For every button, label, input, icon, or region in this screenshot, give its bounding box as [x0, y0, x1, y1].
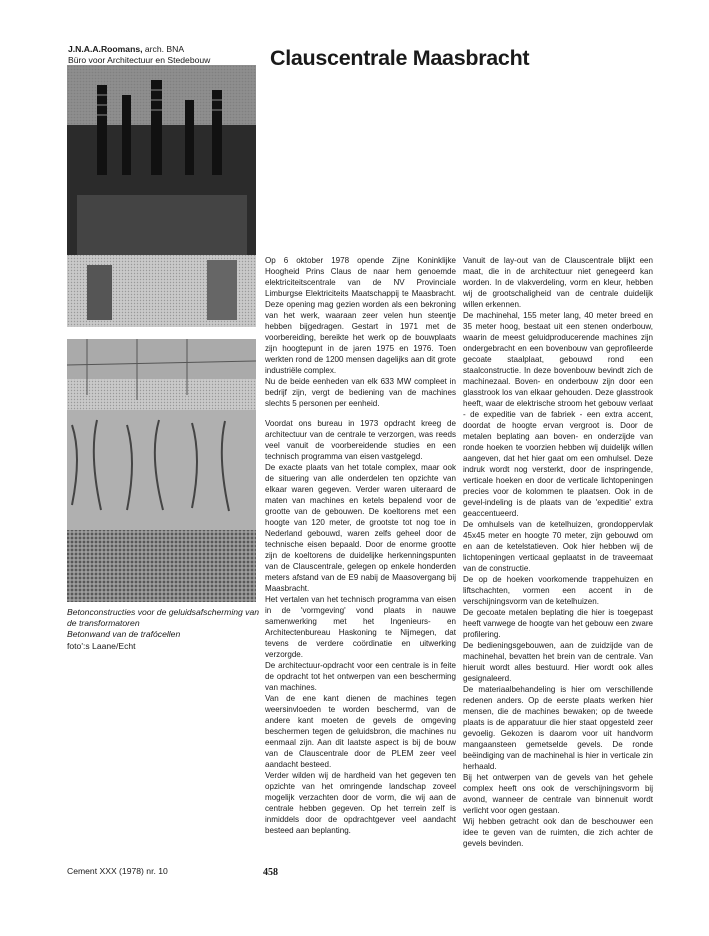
caption-line-1: Betonconstructies voor de geluidsafscherming van de transformatoren	[67, 607, 260, 629]
article-title: Clauscentrale Maasbracht	[270, 46, 530, 70]
paragraph: De bedieningsgebouwen, aan de zuidzijde van de machinehal, bevatten het brein van de centrale. Van hieruit wordt alles bestuurd. Hier wordt ook alles gesignaleerd.	[463, 641, 653, 683]
photo-credit: foto':s Laane/Echt	[67, 640, 136, 651]
caption-line-2: Betonwand van de trafócellen	[67, 629, 181, 640]
paragraph: Nu de beide eenheden van elk 633 MW compleet in bedrijf zijn, vergt de bediening van de machines slechts 5 personen per eenheid.	[265, 377, 456, 408]
paragraph: De gecoate metalen beplating die hier is toegepast heeft vanwege de hoogte van het gebouw een zware profilering.	[463, 608, 653, 639]
paragraph: De architectuur-opdracht voor een centrale is in feite de opdracht tot het ontwerpen van een bescherming van machines.	[265, 661, 456, 692]
paragraph: Bij het ontwerpen van de gevels van het gehele complex heeft ons ook de verschijningsvorm bij avond, wanneer de centrale van binnenuit wordt verlicht voor ogen gestaan.	[463, 773, 653, 815]
paragraph: Op 6 oktober 1978 opende Zijne Koninklijke Hoogheid Prins Claus de naar hem genoemde elektriciteitscentrale van de NV Provinciale Limburgse Elektriciteits Maatschappij te Maasbracht. Deze opening mag gezien worden als een bekroning van het werk, waaraan zeer velen hun steentje hebben bijgedragen. Gestart in 1971 met de voorbereiding, bereikte het werk op de bouwplaats zijn hoogtepunt in de jaren 1975 en 1976. Toen werkten rond de 1200 mensen dagelijks aan dit grote industriële complex.	[265, 256, 456, 375]
page-number: 458	[263, 867, 278, 878]
paragraph: De op de hoeken voorkomende trappehuizen en liftschachten, vormen een accent in de verschijningsvorm van de ketelhuizen.	[463, 575, 653, 606]
photo-column	[67, 65, 256, 602]
paragraph: De omhulsels van de ketelhuizen, grondoppervlak 45x45 meter en hoogte 70 meter, zijn gebouwd om en aan de ketelstatieven. Ook hier hebben wij de lichtopeningen verticaal geplaatst in de traveemaat van de constructie.	[463, 520, 653, 573]
paragraph: Van de ene kant dienen de machines tegen weersinvloeden te worden beschermd, van de andere kant moeten de gevels de omgeving beschermen tegen de geluidsbron, die machines nu eenmaal zijn. Aan dit laatste aspect is bij de bouw van de Clauscentrale door de PLEM zeer veel aandacht besteed.	[265, 694, 456, 769]
paragraph: De exacte plaats van het totale complex, maar ook de situering van alle onderdelen ten opzichte van elkaar waren gegeven. Verder waren uiteraard de maten van machines en ketels bepalend voor de grootte van de gebouwen. De koeltorens met een hoogte van 120 meter, de grootste tot nog toe in Nederland gebouwd, waren zelfs geheel door de technische eisen bepaald. Door de enorme grootte zijn de koeltorens de duidelijke herkenningspunten van de Clauscentrale, gelegen op enkele honderden meters afstand van de E9 nabij de Maasovergang bij Maasbracht.	[265, 463, 456, 593]
author-suffix: arch. BNA	[142, 44, 185, 54]
journal-reference: Cement XXX (1978) nr. 10	[67, 866, 168, 876]
paragraph: Verder wilden wij de hardheid van het gegeven ten opzichte van het omringende landschap zoveel mogelijk verzachten door de vorm, die wij aan de centrale hebben gegeven. Op het terrein zelf is inmiddels door de opdrachtgever veel aandacht besteed aan beplanting.	[265, 771, 456, 835]
paragraph: Het vertalen van het technisch programma van eisen in de 'vormgeving' vond plaats in nauwe samenwerking met het Ingenieurs- en Architectenbureau Haskoning te Nijmegen, dat tevens de verdere coördinatie en uitwerking verzorgde.	[265, 595, 456, 659]
photo-transformer-bushings	[67, 65, 256, 602]
text-column-2	[463, 255, 653, 849]
paragraph: De machinehal, 155 meter lang, 40 meter breed en 35 meter hoog, bestaat uit een stenen onderbouw, waarin de meest geluidproducerende machines zijn ondergebracht en een bovenbouw van geprofileerde gecoate staalplaat, gebouwd rond een staalconstructie. In deze bovenbouw bevindt zich de machinezaal. Boven- en onderbouw zijn door een glasstrook los van elkaar gehouden. Deze glasstrook heeft, waar de elektrische stroom het gebouw verlaat - de expeditie van de fabriek - een extra accent, doordat de hoogte ervan vergroot is. Door de metalen beplating aan boven- en onderzijde van ronde hoeken te voorzien hebben wij duidelijk willen aangeven, dat het hier gaat om een omhulsel. Deze indruk wordt nog versterkt, door de inspringende, verticale hoeken en door de verticale lichtopeningen precies voor de kolommen te plaatsen. Ook in de gevel-indeling is de plaats van de 'expeditie' extra geaccentueerd.	[463, 311, 653, 518]
paragraph: De materiaalbehandeling is hier om verschillende redenen anders. Op de eerste plaats werken hier mensen, die de machines bewaken; op de tweede plaats is de apparatuur die hier staat opgesteld zeer gevoelig. Gekozen is daarom voor uit handvorm mangaansteen gemetselde gevels. De ronde beëindiging van de machinehal is hier in verticale zin herhaald.	[463, 685, 653, 771]
office-line: Büro voor Architectuur en Stedebouw	[68, 55, 211, 66]
paragraph: Wij hebben getracht ook dan de beschouwer een idee te geven van de ruimten, die zich achter de gevels bevinden.	[463, 817, 653, 848]
author-name: J.N.A.A.Roomans,	[68, 44, 143, 54]
photo-caption	[67, 607, 267, 652]
text-column-1	[265, 255, 456, 836]
author-line	[68, 44, 268, 55]
paragraph: Vanuit de lay-out van de Clauscentrale blijkt een maat, die in de architectuur niet genegeerd kan worden. In de vlakverdeling, vorm en kleur, hebben wij de grootschaligheid van de centrale duidelijk willen erkennen.	[463, 256, 653, 309]
paragraph: Voordat ons bureau in 1973 opdracht kreeg de architectuur van de centrale te verzorgen, was reeds veel vanuit de voorbereidende studies en een technisch programma van eisen vastgelegd.	[265, 419, 456, 461]
